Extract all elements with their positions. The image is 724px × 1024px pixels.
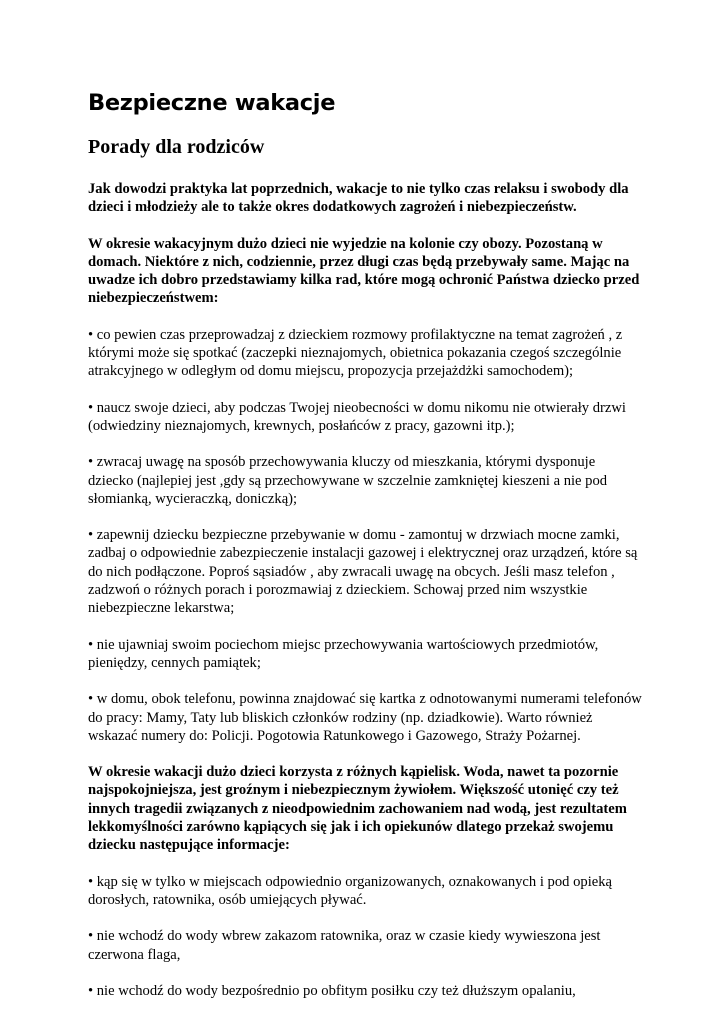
document-content <box>88 89 644 1018</box>
list-item: • nie wchodź do wody wbrew zakazom ratownika, oraz w czasie kiedy wywieszona jest czerwona flaga, <box>88 928 601 963</box>
document-subtitle: Porady dla rodziców <box>88 136 265 158</box>
water-safety-intro-paragraph: W okresie wakacji dużo dzieci korzysta z różnych kąpielisk. Woda, nawet ta pozornie najspokojniejsza, jest groźnym i niebezpiecznym żywiołem. Większość utonięć czy też innych tragedii związanych z nieodpowiednim zachowaniem nad wodą, jest rezultatem lekkomyślności zarówno kąpiących się jak i ich opiekunów dlatego przekaż swojemu dziecku następujące informacje: <box>88 764 627 854</box>
intro-paragraph: Jak dowodzi praktyka lat poprzednich, wakacje to nie tylko czas relaksu i swobody dla dzieci i młodzieży ale to także okres dodatkowych zagrożeń i niebezpieczeństw. <box>88 181 629 216</box>
list-item: • w domu, obok telefonu, powinna znajdować się kartka z odnotowanymi numerami telefonów do pracy: Mamy, Taty lub bliskich członków rodziny (np. dziadkowie). Warto również wskazać numery do: Policji. Pogotowia Ratunkowego i Gazowego, Straży Pożarnej. <box>88 691 642 744</box>
list-item: • naucz swoje dzieci, aby podczas Twojej nieobecności w domu nikomu nie otwierały drzwi (odwiedziny nieznajomych, krewnych, posłańców z pracy, gazowni itp.); <box>88 399 626 434</box>
list-item: • co pewien czas przeprowadzaj z dzieckiem rozmowy profilaktyczne na temat zagrożeń , z którymi może się spotkać (zaczepki nieznajomych, obietnica pokazania czegoś szczególnie atrakcyjnego w odległym od domu miejscu, propozycja przejażdżki samochodem); <box>88 326 623 380</box>
list-item: • nie wchodź do wody bezpośrednio po obfitym posiłku czy też dłuższym opalaniu, <box>88 982 576 999</box>
list-item: • zapewnij dziecku bezpieczne przebywanie w domu - zamontuj w drzwiach mocne zamki, zadbaj o odpowiednie zabezpieczenie instalacji gazowej i elektrycznej oraz urządzeń, które są do nich podłączone. Poproś sąsiadów , aby zwracali uwagę na obcych. Jeśli masz telefon , zadzwoń o różnych porach i porozmawiaj z dzieckiem. Schowaj przed nim wszystkie niebezpieczne lekarstwa; <box>88 527 638 617</box>
list-item: • kąp się w tylko w miejscach odpowiednio organizowanych, oznakowanych i pod opieką dorosłych, ratownika, osób umiejących pływać. <box>88 873 612 908</box>
list-item: • nie ujawniaj swoim pociechom miejsc przechowywania wartościowych przedmiotów, pieniędzy, cennych pamiątek; <box>88 636 599 671</box>
home-safety-intro-paragraph: W okresie wakacyjnym dużo dzieci nie wyjedzie na kolonie czy obozy. Pozostaną w domach. Niektóre z nich, codziennie, przez długi czas będą przebywały same. Mając na uwadze ich dobro przedstawiamy kilka rad, które mogą ochronić Państwa dziecko przed niebezpieczeństwem: <box>88 235 640 307</box>
document-title: Bezpieczne wakacje <box>88 90 336 116</box>
list-item: • zwracaj uwagę na sposób przechowywania kluczy od mieszkania, którymi dysponuje dziecko (najlepiej jest ,gdy są przechowywane w szczelnie zamkniętej kieszeni a nie pod słomianką, wycieraczką, doniczką); <box>88 454 608 507</box>
